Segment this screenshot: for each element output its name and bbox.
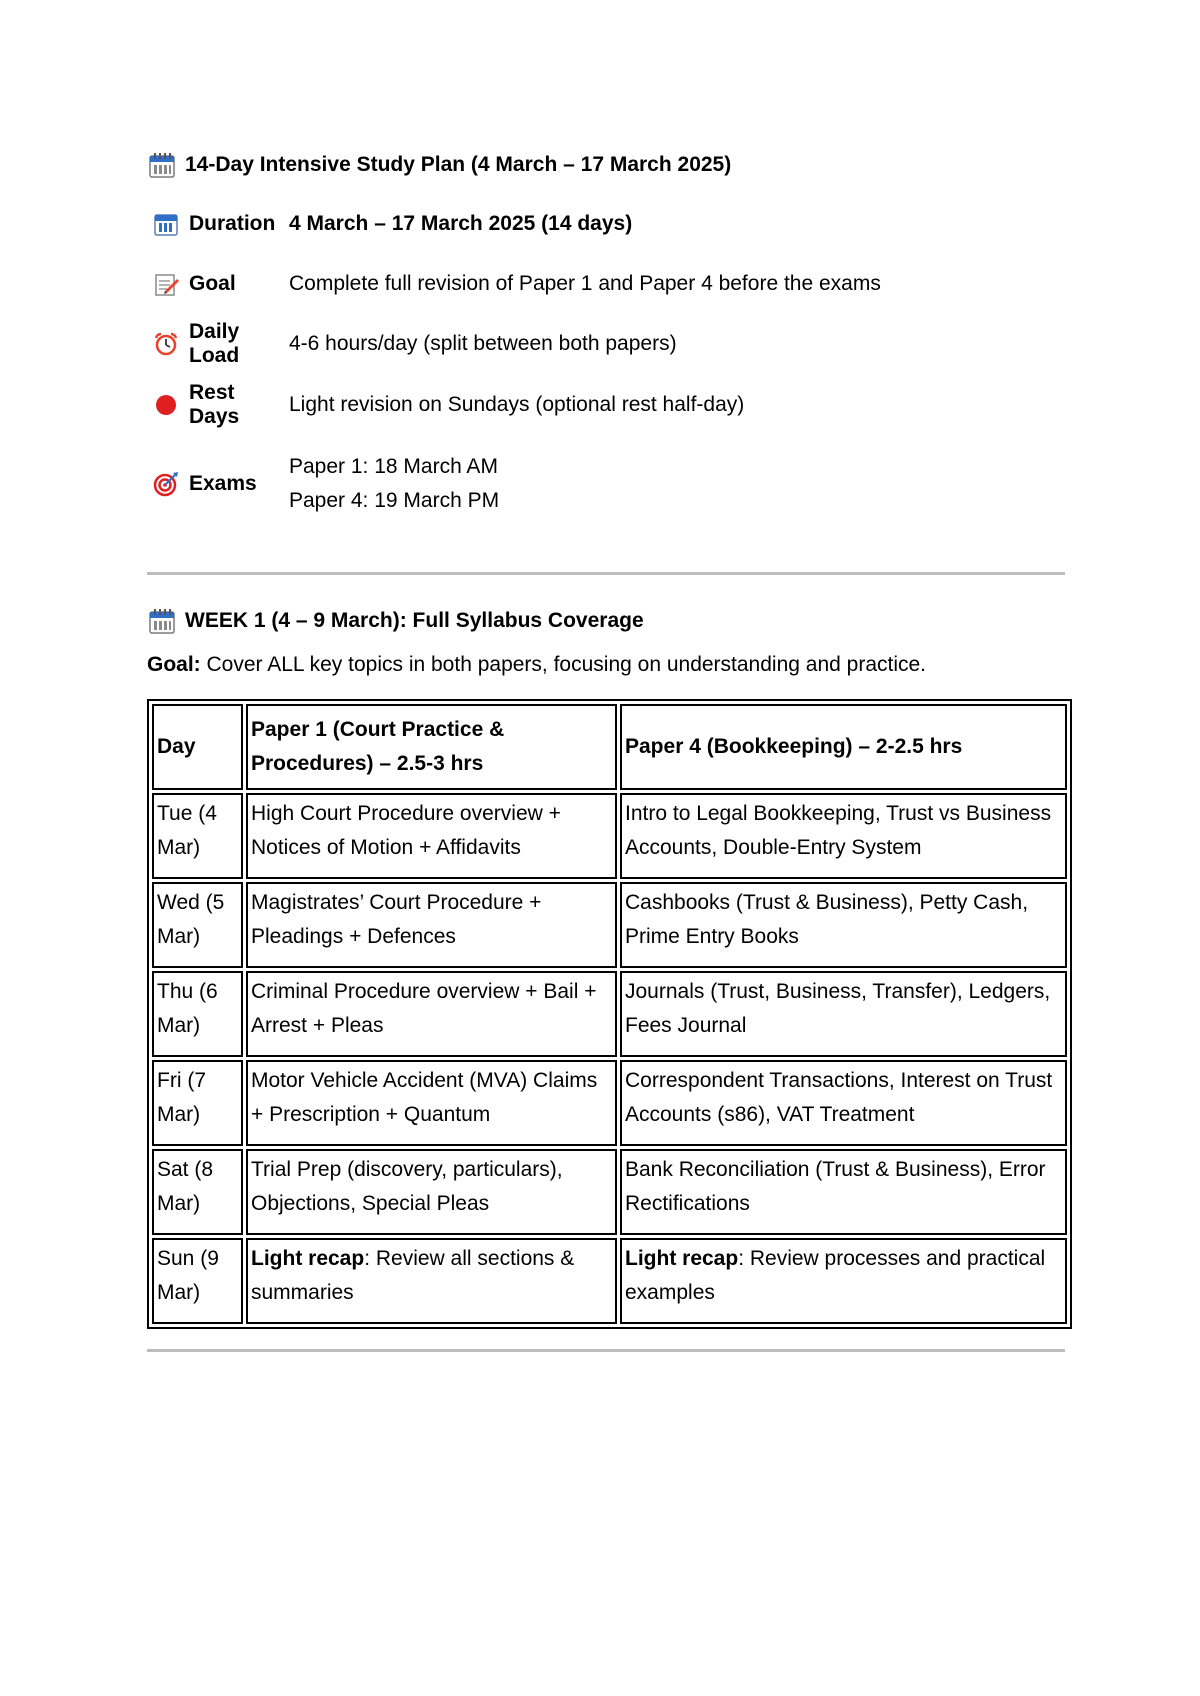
header-paper-1: Paper 1 (Court Practice & Procedures) – 2.5-3 hrs	[246, 704, 617, 790]
day-cell: Fri (7 Mar)	[152, 1060, 243, 1146]
table-row	[152, 1238, 1067, 1324]
week-1-goal	[147, 647, 1065, 683]
daily-load-value: 4-6 hours/day (split between both papers)	[289, 332, 677, 355]
recap-label: Light recap	[625, 1247, 739, 1270]
day-cell: Thu (6 Mar)	[152, 971, 243, 1057]
rest-days-row	[147, 374, 1065, 436]
plan-summary	[147, 194, 1065, 532]
daily-load-row	[147, 314, 1065, 374]
paper-1-cell: Magistrates’ Court Procedure + Pleadings + Defences	[246, 882, 617, 968]
paper-1-cell	[246, 1238, 617, 1324]
table-header-row	[152, 704, 1067, 790]
paper-4-cell: Intro to Legal Bookkeeping, Trust vs Business Accounts, Double-Entry System	[620, 793, 1067, 879]
week-1-table	[147, 699, 1072, 1329]
plan-title-row	[147, 140, 1065, 190]
week-1-heading-row	[147, 595, 1065, 647]
recap-text: : Review all sections & summaries	[251, 1247, 575, 1304]
duration-row	[147, 194, 1065, 254]
table-row	[152, 971, 1067, 1057]
duration-value: 4 March – 17 March 2025 (14 days)	[289, 212, 633, 235]
exams-value	[289, 450, 499, 518]
section-divider	[147, 572, 1065, 575]
goal-row	[147, 254, 1065, 314]
calendar-icon	[151, 209, 181, 239]
duration-label: Duration	[189, 212, 276, 235]
rest-days-label: Rest Days	[189, 381, 240, 428]
paper-1-cell: Trial Prep (discovery, particulars), Objections, Special Pleas	[246, 1149, 617, 1235]
day-cell: Sun (9 Mar)	[152, 1238, 243, 1324]
header-day: Day	[152, 704, 243, 790]
daily-load-label: Daily Load	[189, 320, 240, 367]
red-circle-icon	[151, 390, 181, 420]
goal-label: Goal	[189, 272, 236, 295]
rest-days-value: Light revision on Sundays (optional rest half-day)	[289, 393, 745, 416]
recap-label: Light recap	[251, 1247, 365, 1270]
table-row	[152, 1060, 1067, 1146]
exams-label: Exams	[189, 472, 257, 495]
week-1-goal-text: Cover ALL key topics in both papers, focusing on understanding and practice.	[200, 653, 927, 676]
spiral-calendar-icon	[147, 606, 177, 636]
paper-4-cell: Bank Reconciliation (Trust & Business), Error Rectifications	[620, 1149, 1067, 1235]
table-row	[152, 882, 1067, 968]
paper-1-cell: Motor Vehicle Accident (MVA) Claims + Prescription + Quantum	[246, 1060, 617, 1146]
paper-4-cell: Journals (Trust, Business, Transfer), Ledgers, Fees Journal	[620, 971, 1067, 1057]
header-paper-4: Paper 4 (Bookkeeping) – 2-2.5 hrs	[620, 704, 1067, 790]
table-row	[152, 793, 1067, 879]
table-row	[152, 1149, 1067, 1235]
week-1-goal-label: Goal:	[147, 653, 201, 676]
exam-paper-1: Paper 1: 18 March AM	[289, 455, 498, 478]
memo-icon	[151, 269, 181, 299]
goal-value: Complete full revision of Paper 1 and Paper 4 before the exams	[289, 272, 881, 295]
exam-paper-4: Paper 4: 19 March PM	[289, 489, 500, 512]
week-1-heading: WEEK 1 (4 – 9 March): Full Syllabus Coverage	[185, 609, 644, 632]
document-page	[147, 140, 1065, 1352]
paper-1-cell: High Court Procedure overview + Notices of Motion + Affidavits	[246, 793, 617, 879]
paper-4-cell	[620, 1238, 1067, 1324]
day-cell: Sat (8 Mar)	[152, 1149, 243, 1235]
day-cell: Wed (5 Mar)	[152, 882, 243, 968]
plan-title: 14-Day Intensive Study Plan (4 March – 17 March 2025)	[185, 153, 732, 176]
day-cell: Tue (4 Mar)	[152, 793, 243, 879]
paper-4-cell: Cashbooks (Trust & Business), Petty Cash, Prime Entry Books	[620, 882, 1067, 968]
paper-1-cell: Criminal Procedure overview + Bail + Arrest + Pleas	[246, 971, 617, 1057]
spiral-calendar-icon	[147, 150, 177, 180]
paper-4-cell: Correspondent Transactions, Interest on Trust Accounts (s86), VAT Treatment	[620, 1060, 1067, 1146]
recap-text: : Review processes and practical examples	[625, 1247, 1046, 1304]
section-divider	[147, 1349, 1065, 1352]
alarm-clock-icon	[151, 329, 181, 359]
target-icon	[151, 469, 181, 499]
exams-row	[147, 436, 1065, 532]
